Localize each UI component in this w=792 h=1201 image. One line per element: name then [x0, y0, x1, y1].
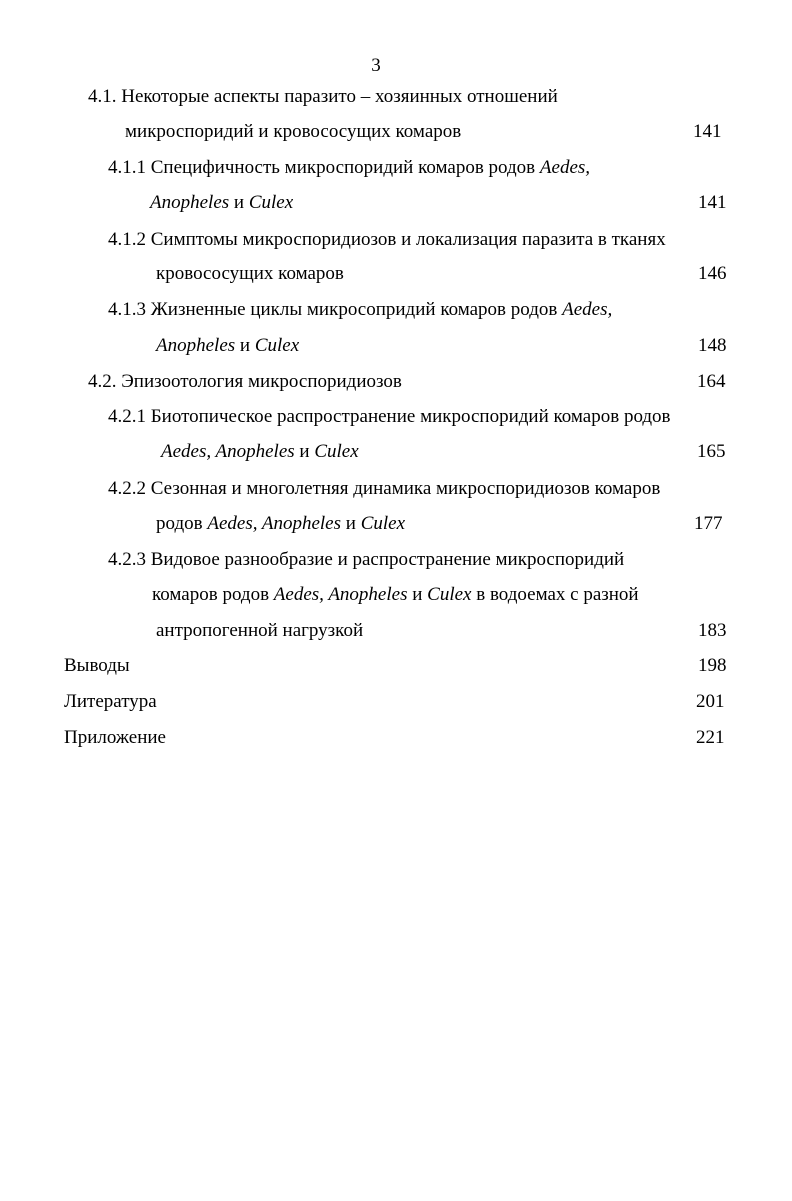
toc-text: 4.2.1 Биотопическое распространение микроспоридий комаров родов	[108, 406, 671, 427]
toc-page-number: 141	[693, 121, 722, 142]
taxon-name: Culex	[427, 584, 472, 605]
toc-text: и	[294, 441, 315, 462]
toc-line	[152, 583, 639, 607]
toc-line	[125, 120, 461, 144]
taxon-name: Aedes, Anopheles	[273, 584, 408, 605]
taxon-name: Anopheles	[150, 192, 230, 213]
taxon-name: Culex	[248, 192, 294, 213]
toc-page-number: 201	[696, 691, 725, 712]
toc-text: 4.1.2 Симптомы микроспоридиозов и локализация паразита в тканях	[108, 229, 666, 250]
toc-line	[108, 228, 666, 252]
toc-text: и	[229, 192, 249, 213]
taxon-name: Culex	[314, 441, 359, 462]
toc-line	[108, 298, 612, 322]
toc-text: и	[235, 335, 255, 356]
toc-page-number: 164	[697, 371, 726, 392]
toc-line	[156, 262, 344, 286]
taxon-name: Aedes, Anopheles	[207, 513, 342, 534]
toc-text: комаров родов	[152, 584, 274, 605]
toc-text: родов	[156, 513, 208, 534]
toc-line	[108, 156, 590, 180]
toc-page-number: 141	[698, 192, 727, 213]
taxon-name: Anopheles	[156, 335, 236, 356]
toc-text: Выводы	[64, 655, 130, 676]
toc-page-number: 148	[698, 335, 727, 356]
toc-text: 4.2.2 Сезонная и многолетняя динамика микроспоридиозов комаров	[108, 478, 661, 499]
toc-page-number: 165	[697, 441, 726, 462]
toc-line	[64, 654, 130, 678]
toc-text: и	[407, 584, 428, 605]
taxon-name: Culex	[360, 513, 406, 534]
toc-line	[64, 726, 166, 750]
taxon-name: Aedes,	[562, 299, 613, 320]
toc-line	[88, 85, 558, 109]
taxon-name: Culex	[254, 335, 300, 356]
toc-text: кровососущих комаров	[156, 263, 344, 284]
toc-line	[64, 690, 157, 714]
toc-page-number: 177	[694, 513, 723, 534]
toc-text: 4.1. Некоторые аспекты паразито – хозяинных отношений	[88, 86, 558, 107]
toc-page-number: 183	[698, 620, 727, 641]
toc-text: 4.1.1 Специфичность микроспоридий комаров родов	[108, 157, 540, 178]
toc-line	[156, 512, 405, 536]
toc-text: и	[341, 513, 361, 534]
toc-text: 4.2. Эпизоотология микроспоридиозов	[88, 371, 402, 392]
toc-text: микроспоридий и кровососущих комаров	[125, 121, 462, 142]
toc-line	[108, 477, 660, 501]
taxon-name: Aedes, Anopheles	[161, 441, 295, 462]
toc-page-number: 198	[698, 655, 727, 676]
toc-line	[156, 619, 363, 643]
toc-text: 4.2.3 Видовое разнообразие и распространение микроспоридий	[108, 549, 625, 570]
toc-page-number: 221	[696, 727, 725, 748]
toc-text: 4.1.3 Жизненные циклы микросопридий комаров родов	[108, 299, 563, 320]
toc-line	[161, 440, 359, 464]
toc-line	[108, 548, 624, 572]
toc-line	[108, 405, 671, 429]
toc-page-number: 146	[698, 263, 727, 284]
toc-text: антропогенной нагрузкой	[156, 620, 364, 641]
toc-line	[150, 191, 293, 215]
page-number: 3	[371, 55, 381, 76]
toc-text: Литература	[64, 691, 157, 712]
toc-text: Приложение	[64, 727, 166, 748]
toc-line	[156, 334, 299, 358]
toc-line	[88, 370, 402, 394]
taxon-name: Aedes,	[539, 157, 591, 178]
toc-text: в водоемах с разной	[471, 584, 639, 605]
